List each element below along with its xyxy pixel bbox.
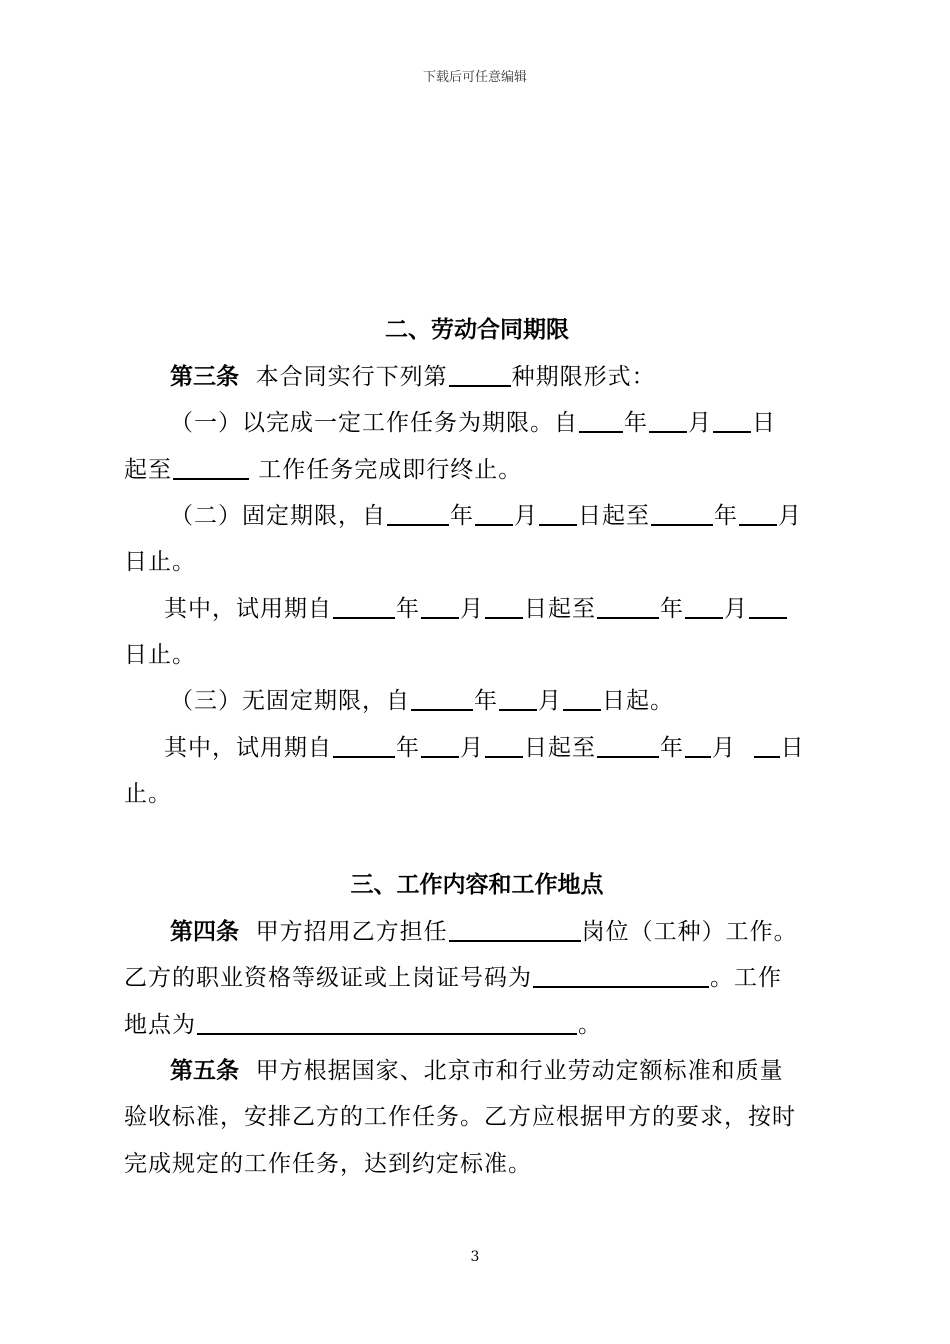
article-5-label: 第五条 [170, 1058, 239, 1084]
blank-month[interactable] [421, 734, 459, 758]
option-1-line: （一）以完成一定工作任务为期限。自 年 月 日 [170, 410, 776, 436]
blank-day[interactable] [485, 734, 523, 758]
blank-month[interactable] [685, 734, 711, 758]
option-2-line: （二）固定期限，自 年 月 日起至 年 月 [170, 503, 802, 529]
page-header: 下载后可任意编辑 [422, 70, 527, 85]
article-4-line-3: 地点为 。 [124, 1012, 602, 1038]
article-3-line: 第三条 本合同实行下列第 种期限形式： [170, 364, 656, 390]
blank-work-location[interactable] [197, 1011, 577, 1035]
blank-month[interactable] [685, 595, 723, 619]
blank-day[interactable] [539, 502, 577, 526]
article-5-line: 第五条 甲方根据国家、北京市和行业劳动定额标准和质量 [170, 1058, 784, 1084]
blank-day[interactable] [485, 595, 523, 619]
article-5-line-2: 验收标准，安排乙方的工作任务。乙方应根据甲方的要求，按时 [124, 1104, 796, 1130]
article-3-label: 第三条 [170, 364, 239, 390]
article-4-line: 第四条 甲方招用乙方担任 岗位（工种）工作。 [170, 919, 798, 945]
option-1-line-2: 起至 工作任务完成即行终止。 [124, 457, 523, 483]
trial-period-line-b: 其中，试用期自 年 月 日起至 年 月 日 [164, 735, 805, 761]
blank-day[interactable] [713, 409, 751, 433]
blank-month[interactable] [649, 409, 687, 433]
blank-certificate-number[interactable] [533, 964, 709, 988]
blank-year[interactable] [651, 502, 713, 526]
section-title-contract-term: 二、劳动合同期限 [385, 317, 569, 343]
blank-term-type[interactable] [449, 363, 511, 387]
blank-month[interactable] [475, 502, 513, 526]
trial-period-line-b-2: 止。 [124, 781, 172, 807]
trial-period-line-2: 日止。 [124, 642, 196, 668]
blank-day[interactable] [563, 687, 601, 711]
blank-year[interactable] [333, 595, 395, 619]
blank-year[interactable] [579, 409, 623, 433]
trial-period-line: 其中，试用期自 年 月 日起至 年 月 [124, 594, 830, 624]
blank-day[interactable] [754, 734, 780, 758]
blank-month[interactable] [421, 595, 459, 619]
blank-month[interactable] [739, 502, 777, 526]
section-title-work-content: 三、工作内容和工作地点 [350, 872, 604, 898]
article-4-line-2: 乙方的职业资格等级证或上岗证号码为 。工作 [124, 965, 782, 991]
blank-day[interactable] [749, 595, 787, 619]
page-number: 3 [470, 1249, 480, 1265]
blank-year[interactable] [411, 687, 473, 711]
option-2-line-2: 日止。 [124, 549, 196, 575]
blank-year[interactable] [333, 734, 395, 758]
blank-position[interactable] [449, 918, 581, 942]
blank-month[interactable] [499, 687, 537, 711]
blank-year[interactable] [387, 502, 449, 526]
blank-task-start[interactable] [173, 456, 249, 480]
option-3-line: （三）无固定期限，自 年 月 日起。 [170, 688, 674, 714]
article-4-label: 第四条 [170, 919, 239, 945]
blank-year[interactable] [597, 595, 659, 619]
blank-year[interactable] [597, 734, 659, 758]
article-5-line-3: 完成规定的工作任务，达到约定标准。 [124, 1151, 532, 1177]
